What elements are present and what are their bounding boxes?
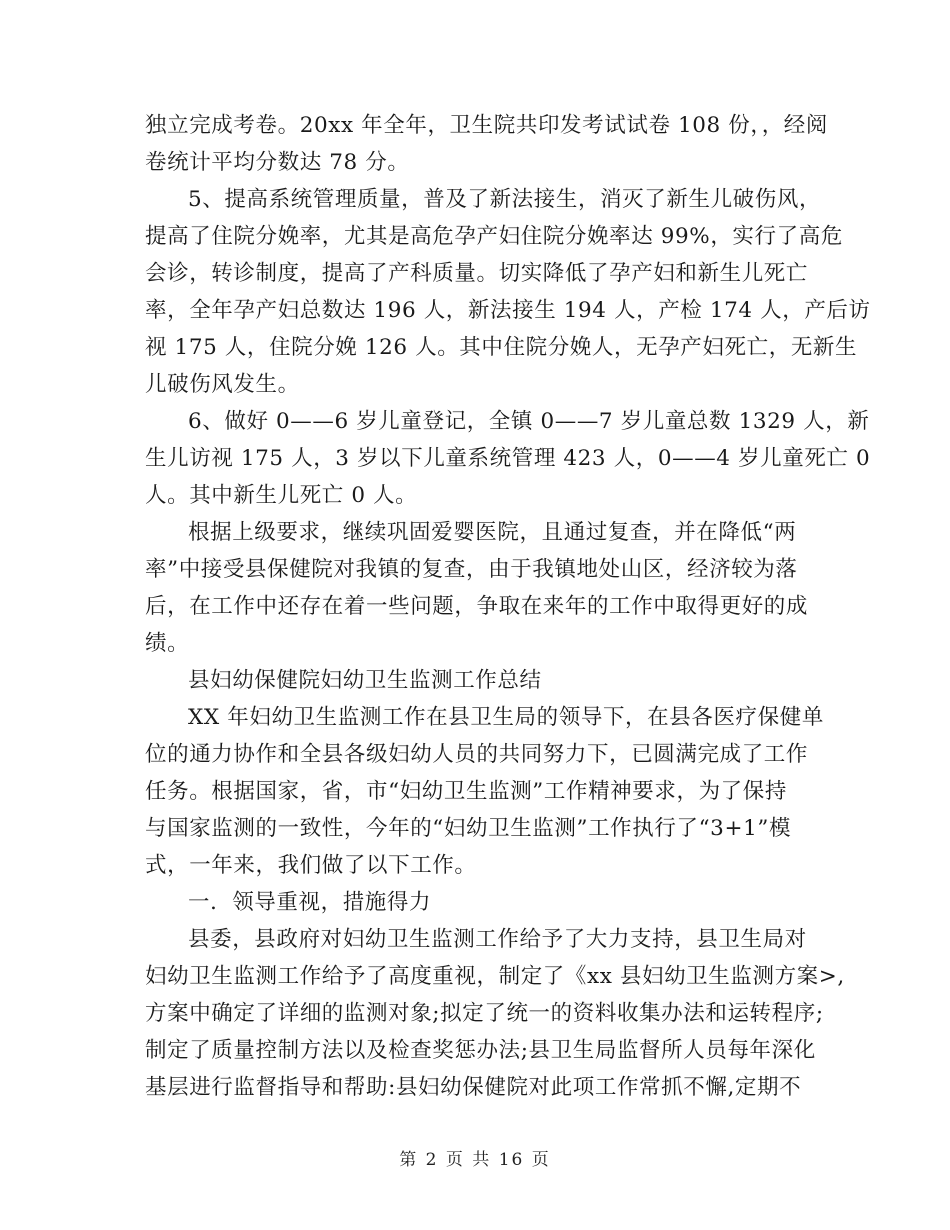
text-line: 任务。根据国家，省，市“妇幼卫生监测”工作精神要求，为了保持 [145, 779, 787, 804]
text-line: 与国家监测的一致性，今年的“妇幼卫生监测”工作执行了“3+1”模 [145, 816, 792, 841]
text-line: 基层进行监督指导和帮助:县妇幼保健院对此项工作常抓不懈,定期不 [145, 1075, 802, 1100]
page-number-footer: 第 2 页 共 16 页 [399, 1150, 551, 1170]
text-line: 率”中接受县保健院对我镇的复查，由于我镇地处山区，经济较为落 [145, 557, 798, 582]
section-title: 县妇幼保健院妇幼卫生监测工作总结 [188, 668, 542, 693]
text-line: 位的通力协作和全县各级妇幼人员的共同努力下，已圆满完成了工作 [145, 742, 809, 767]
text-line: XX 年妇幼卫生监测工作在县卫生局的领导下，在县各医疗保健单 [188, 705, 824, 730]
text-line: 儿破伤风发生。 [145, 372, 300, 397]
text-line: 生儿访视 175 人，3 岁以下儿童系统管理 423 人，0——4 岁儿童死亡 0 [145, 446, 871, 471]
text-line: 人。其中新生儿死亡 0 人。 [145, 483, 418, 508]
text-line: 独立完成考卷。20xx 年全年，卫生院共印发考试试卷 108 份，，经阅 [145, 113, 829, 138]
text-line: 卷统计平均分数达 78 分。 [145, 150, 410, 175]
text-line: 妇幼卫生监测工作给予了高度重视，制定了《xx 县妇幼卫生监测方案>, [145, 964, 845, 989]
text-line: 根据上级要求，继续巩固爱婴医院，且通过复查，并在降低“两 [188, 520, 797, 545]
text-line: 率，全年孕产妇总数达 196 人，新法接生 194 人，产检 174 人，产后访 [145, 298, 871, 323]
text-line: 后，在工作中还存在着一些问题，争取在来年的工作中取得更好的成 [145, 594, 809, 619]
text-line: 会诊，转诊制度，提高了产科质量。切实降低了孕产妇和新生儿死亡 [145, 261, 809, 286]
text-line: 制定了质量控制方法以及检查奖惩办法;县卫生局监督所人员每年深化 [145, 1038, 816, 1063]
text-line: 绩。 [145, 631, 190, 656]
text-line: 方案中确定了详细的监测对象;拟定了统一的资料收集办法和运转程序; [145, 1001, 824, 1026]
text-line: 视 175 人，住院分娩 126 人。其中住院分娩人，无孕产妇死亡，无新生 [145, 335, 858, 360]
text-line: 提高了住院分娩率，尤其是高危孕产妇住院分娩率达 99%，实行了高危 [145, 224, 843, 249]
section-heading: 一．领导重视，措施得力 [188, 890, 432, 915]
text-line: 式，一年来，我们做了以下工作。 [145, 853, 477, 878]
text-line: 县委，县政府对妇幼卫生监测工作给予了大力支持，县卫生局对 [188, 927, 807, 952]
text-line: 5、提高系统管理质量，普及了新法接生，消灭了新生儿破伤风， [188, 187, 822, 212]
text-line: 6、做好 0——6 岁儿童登记，全镇 0——7 岁儿童总数 1329 人，新 [188, 409, 870, 434]
